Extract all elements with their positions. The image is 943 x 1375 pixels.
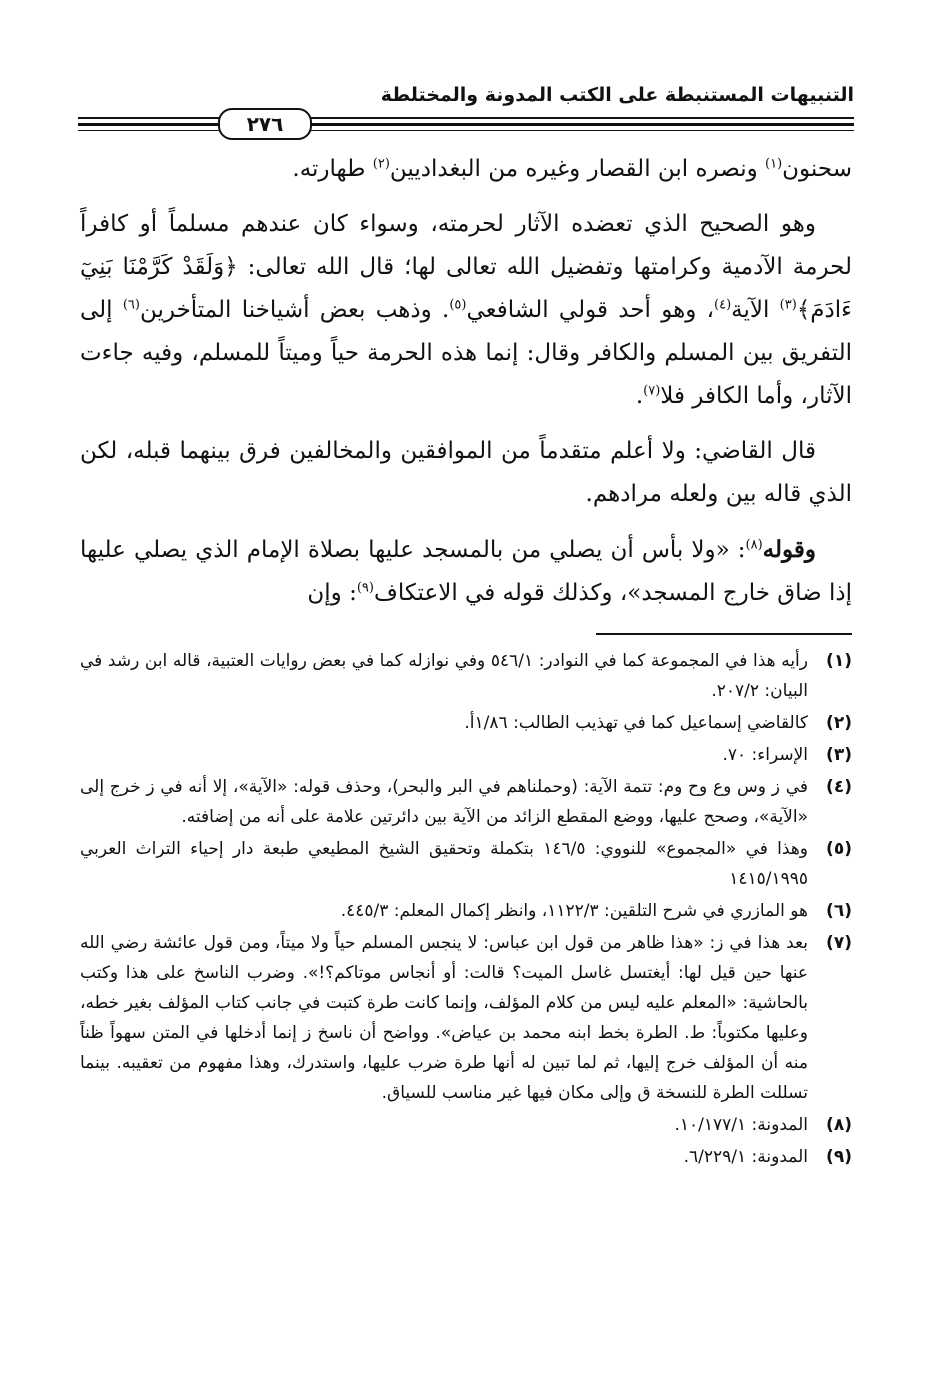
footnotes: [80, 646, 852, 1174]
paragraph: [80, 148, 852, 191]
text-run: : وإن: [307, 580, 357, 606]
footnote-text: رأيه هذا في المجموعة كما في النوادر: ٥٤٦/١ وفي نوازله كما في بعض روايات العتبية، قاله ابن رشد في البيان: ٢٠٧/٢.: [80, 651, 808, 701]
page-number: ٢٧٦: [218, 108, 312, 140]
footnote: [80, 646, 852, 706]
footnote-text: كالقاضي إسماعيل كما في تهذيب الطالب: ١/٨٦أ.: [464, 713, 808, 733]
text-run: الآية: [731, 297, 780, 323]
footnote: [80, 834, 852, 894]
main-text: [80, 148, 852, 627]
text-run: .: [635, 383, 644, 409]
footnote-ref: (٣): [779, 297, 797, 313]
footnote: [80, 740, 852, 770]
header-rule: [78, 123, 854, 126]
footnote-ref: (٤): [714, 297, 732, 313]
footnote-ref: (٧): [643, 383, 661, 399]
footnote-ref: (٥): [449, 297, 467, 313]
text-run: ، وهو أحد قولي الشافعي: [466, 297, 715, 323]
footnote-number: (٥): [826, 839, 852, 859]
footnote-text: بعد هذا في ز: «هذا ظاهر من قول ابن عباس: لا ينجس المسلم حياً ولا ميتاً، ومن قول عائشة رضي الله عنها حين قيل لها: أيغتسل غاسل الميت؟ قالت: أو أنجاس موتاكم؟!». وضرب الناسخ على هذا وكتب بالحاشية: «المعلم عليه ليس من كلام المؤلف، وإنما كانت طرة كتبت في جانب كتاب المؤلف بغير خطه، وعليها مكتوباً: ط. الطرة بخط ابنه محمد بن عياض». وواضح أن ناسخ ز إنما أدخلها في المتن سهواً ظناً منه أن المؤلف خرج إليها، ثم لما تبين له أنها طرة ضرب عليها، واستدرك، وهذا مفهوم من تعقيبه. بينما تسللت الطرة للنسخة ق وإلى مكان فيها غير مناسب للسياق.: [80, 933, 808, 1103]
footnote-number: (٦): [826, 901, 852, 921]
text-run: إلى التفريق بين المسلم والكافر وقال: إنما هذه الحرمة حياً وميتاً للمسلم، وفيه جاءت الآثار، وأما الكافر فلا: [80, 297, 852, 409]
footnote-ref: (٦): [122, 297, 140, 313]
footnote-ref: (٢): [372, 156, 390, 172]
footnote-number: (٢): [826, 713, 852, 733]
text-run: وقوله: [762, 536, 816, 563]
text-run: وهو الصحيح الذي تعضده الآثار لحرمته، وسواء كان عندهم مسلماً أو كافراً لحرمة الآدمية وكرامتها وتفضيل الله تعالى لها؛ قال الله تعالى: ﴿وَلَقَدْ كَرَّمْنَا بَنِيٓ ءَادَمَ﴾: [80, 211, 852, 323]
footnote-text: هو المازري في شرح التلقين: ١١٢٢/٣، وانظر إكمال المعلم: ٤٤٥/٣.: [340, 901, 808, 921]
footnote-text: المدونة: ٦/٢٢٩/١.: [683, 1147, 808, 1167]
text-run: . وذهب بعض أشياخنا المتأخرين: [139, 297, 450, 323]
footnote-text: المدونة: ١٠/١٧٧/١.: [674, 1115, 808, 1135]
footnote-separator: [596, 633, 852, 635]
footnote-text: الإسراء: ٧٠.: [722, 745, 808, 765]
footnote: [80, 708, 852, 738]
footnote-number: (١): [826, 651, 852, 671]
running-title: التنبيهات المستنبطة على الكتب المدونة والمختلطة: [380, 84, 854, 106]
footnote-text: وهذا في «المجموع» للنووي: ١٤٦/٥ بتكملة وتحقيق الشيخ المطيعي طبعة دار إحياء التراث العربي ١٤١٥/١٩٩٥: [80, 839, 808, 889]
footnote: [80, 772, 852, 832]
footnote-number: (٤): [826, 777, 852, 797]
footnote-number: (٧): [826, 933, 852, 953]
footnote-number: (٨): [826, 1115, 852, 1135]
header-rule: [78, 130, 854, 131]
footnote-number: (٩): [826, 1147, 852, 1167]
header-rule: [78, 117, 854, 119]
paragraph: [80, 203, 852, 418]
text-run: سحنون: [782, 156, 852, 182]
footnote-ref: (٨): [745, 537, 763, 553]
footnote-ref: (٩): [356, 580, 374, 596]
footnote: [80, 1110, 852, 1140]
footnote: [80, 1142, 852, 1172]
footnote-text: في ز وس وع وح وم: تتمة الآية: (وحملناهم في البر والبحر)، وحذف قوله: «الآية»، إلا أنه في ز خرج إلى «الآية»، وصحح عليها، ووضع المقطع الزائد من الآية بين دائرتين علامة على أنه من إضافته.: [80, 777, 808, 827]
paragraph: قال القاضي: ولا أعلم متقدماً من الموافقين والمخالفين فرق بينهما قبله، لكن الذي قاله بين ولعله مرادهم.: [80, 438, 852, 507]
page-header: [78, 80, 854, 140]
footnote: [80, 896, 852, 926]
footnote-number: (٣): [826, 745, 852, 765]
text-run: : «ولا بأس أن يصلي من بالمسجد عليها بصلاة الإمام الذي يصلي عليها إذا ضاق خارج المسجد»، وكذلك قوله في الاعتكاف: [80, 537, 852, 606]
text-run: ونصره ابن القصار وغيره من البغداديين: [389, 156, 766, 182]
paragraph: [80, 528, 852, 615]
footnote-ref: (١): [765, 156, 783, 172]
text-run: طهارته.: [292, 156, 373, 182]
footnote: [80, 928, 852, 1108]
